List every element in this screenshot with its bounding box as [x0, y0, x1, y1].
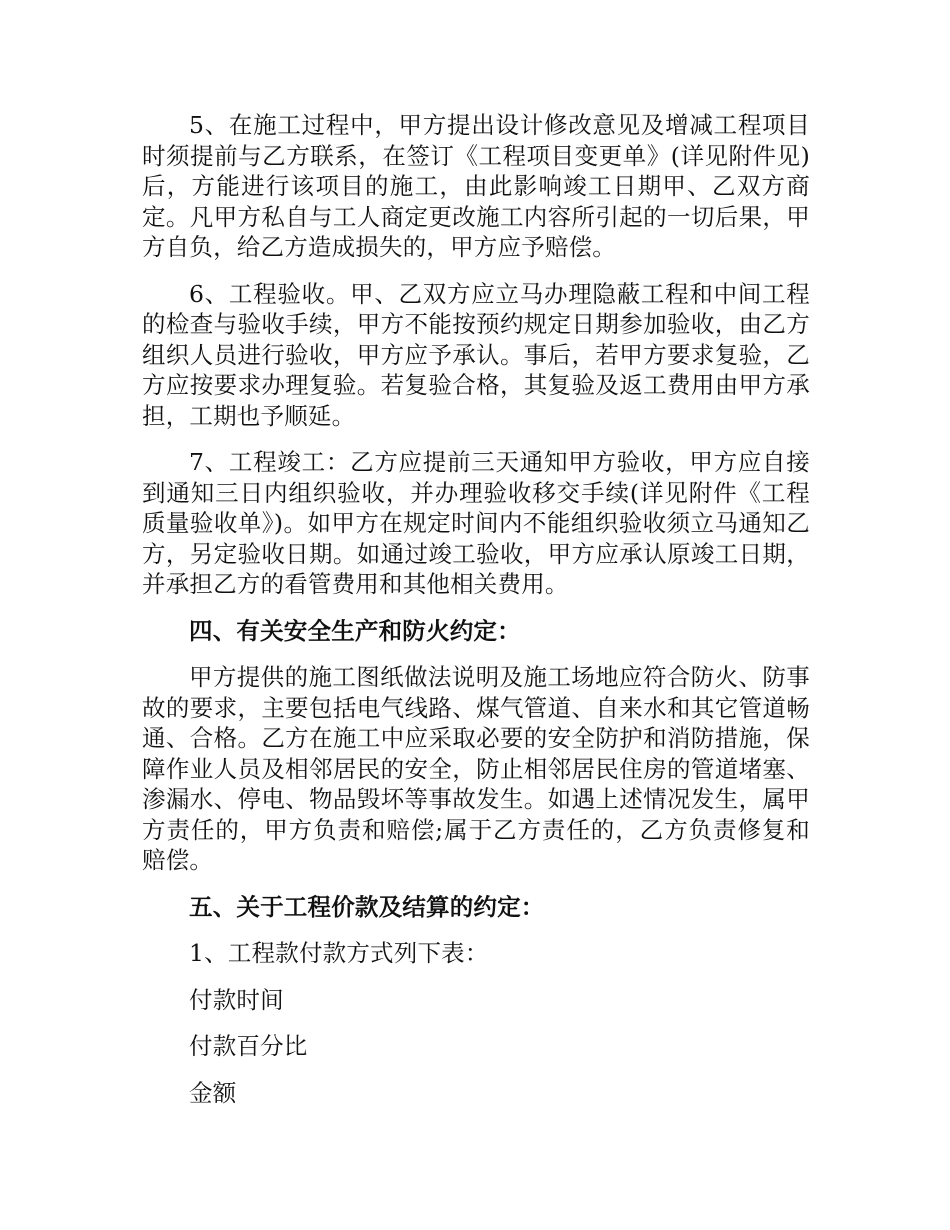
section-5-heading: 五、关于工程价款及结算的约定：: [189, 892, 545, 921]
clause-5-paragraph: 5、在施工过程中，甲方提出设计修改意见及增减工程项目时须提前与乙方联系，在签订《工程项目变更单》(详见附件见)后，方能进行该项目的施工，由此影响竣工日期甲、乙双方商定。凡甲方私自与工人商定更改施工内容所引起的一切后果，甲方自负，给乙方造成损失的，甲方应予赔偿。: [142, 111, 810, 261]
payment-percent-label: 付款百分比: [189, 1032, 308, 1060]
safety-paragraph: 甲方提供的施工图纸做法说明及施工场地应符合防火、防事故的要求，主要包括电气线路、煤气管道、自来水和其它管道畅通、合格。乙方在施工中应采取必要的安全防护和消防措施，保障作业人员及相邻居民的安全，防止相邻居民住房的管道堵塞、渗漏水、停电、物品毁坏等事故发生。如遇上述情况发生，属甲方责任的，甲方负责和赔偿;属于乙方责任的，乙方负责修复和赔偿。: [142, 663, 810, 874]
payment-intro-line: 1、工程款付款方式列下表：: [189, 939, 489, 967]
payment-time-label: 付款时间: [189, 985, 284, 1014]
section-4-heading: 四、有关安全生产和防火约定：: [189, 616, 521, 645]
document-body: [142, 110, 810, 1124]
clause-7-paragraph: 7、工程竣工：乙方应提前三天通知甲方验收，甲方应自接到通知三日内组织验收，并办理验收移交手续(详见附件《工程质量验收单》)。如甲方在规定时间内不能组织验收须立马通知乙方，另定验收日期。如通过竣工验收，甲方应承认原竣工日期，并承担乙方的看管费用和其他相关费用。: [142, 448, 810, 598]
payment-amount-label: 金额: [189, 1078, 237, 1107]
clause-6-paragraph: 6、工程验收。甲、乙双方应立马办理隐蔽工程和中间工程的检查与验收手续，甲方不能按预约规定日期参加验收，由乙方组织人员进行验收，甲方应予承认。事后，若甲方要求复验，乙方应按要求办理复验。若复验合格，其复验及返工费用由甲方承担，工期也予顺延。: [142, 279, 810, 430]
